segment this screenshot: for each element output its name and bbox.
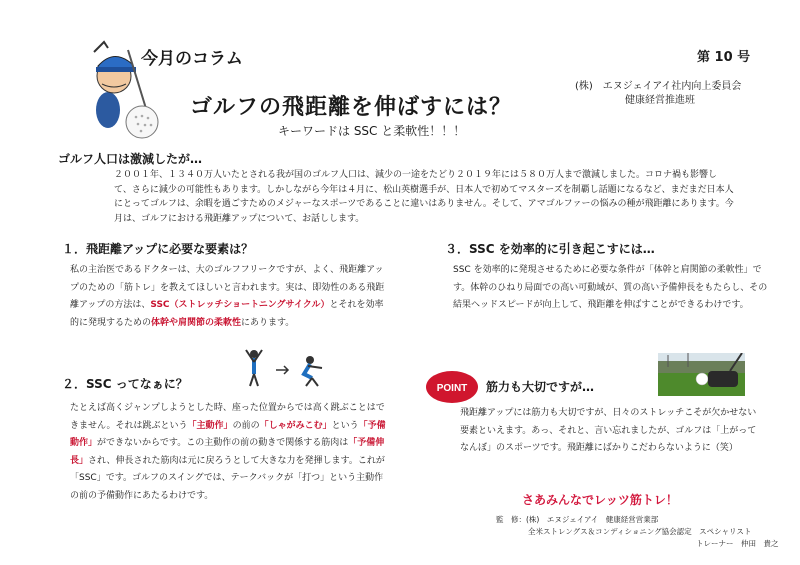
- golf-ball-photo: [658, 353, 745, 396]
- page-subtitle: キーワードは SSC と柔軟性！！！: [278, 124, 466, 138]
- page-title: ゴルフの飛距離を伸ばすには？: [190, 95, 513, 120]
- column-label: 今月のコラム: [141, 49, 243, 69]
- trainer-name: トレーナー 仲田 貴之: [696, 539, 779, 548]
- section1-heading: １．飛距離アップに必要な要素は？: [62, 242, 254, 256]
- section3-heading: ３．SSC を効率的に引き起こすには…: [445, 242, 655, 256]
- section2-heading: ２．SSC ってなぁに？: [62, 377, 188, 391]
- jump-motion-illustration: [240, 348, 330, 388]
- point-body: 飛距離アップには筋力も大切ですが、日々のストレッチこそが欠かせない要素といえます。あっ、それと、言い忘れましたが、ゴルフは「上がってなんぼ」のスポーツです。飛距離にばかりこだわらないように（笑）: [460, 408, 757, 453]
- point-badge: [425, 370, 479, 404]
- org-team: 健康経営推進班: [625, 95, 695, 106]
- ssc-highlight: SSC（ストレッチショートニングサイクル）: [150, 300, 330, 310]
- org-name: (株) エヌジェイアイ社内向上委員会: [575, 81, 742, 92]
- section2-body: たとえば高くジャンプしようとした時、座った位置からでは高く跳ぶことはできません。それは跳ぶという「主動作」の前の「しゃがみこむ」という「予備動作」ができないからです。この主動作の前の動きで関係する筋肉は「予備伸長」され、伸長された筋肉は元に戻ろうとして大きな力を発揮します。これが「SSC」です。ゴルフのスイングでは、テークバックが「打つ」という主動作の前の予備動作にあたるわけです。: [70, 403, 386, 501]
- flexibility-highlight: 体幹や肩関節の柔軟性: [151, 317, 242, 328]
- section3-body: SSC を効率的に発現させるために必要な条件が「体幹と肩関節の柔軟性」です。体幹のひねり局面での高い可動域が、質の高い予備伸長をもたらし、その結果ヘッドスピードが向上して、飛距離を伸ばすことができるわけです。: [453, 265, 768, 310]
- intro-heading: ゴルフ人口は激減したが…: [58, 152, 203, 166]
- point-heading: 筋力も大切ですが…: [486, 380, 595, 394]
- organization: [575, 80, 741, 108]
- certification: 全米ストレングス＆コンディショニング協会認定 スペシャリスト: [528, 527, 752, 536]
- intro-paragraph: ２００１年、１３４０万人いたとされる我が国のゴルフ人口は、減少の一途をたどり２０１９年には５８０万人まで激減しました。コロナ禍も影響して、さらに減少の可能性もあります。しかしながら今年は４月に、松山英樹選手が、日本人で初めてマスターズを制覇し話題になるなど、まだまだ日本人にとってゴルフは、余暇を過ごすためのメジャーなスポーツであることに違いはありません。そして、アマゴルファーの悩みの種が飛距離にあります。今月は、ゴルフにおける飛距離アップについて、お話しします。: [114, 170, 734, 224]
- main-action-highlight: 「主動作」: [187, 420, 233, 431]
- issue-number: 第 10 号: [697, 50, 751, 65]
- crouch-highlight: 「しゃがみこむ」: [259, 420, 332, 431]
- credits: [496, 514, 779, 550]
- preparatory-action-highlight: 「予備動作」: [70, 420, 386, 448]
- supervisor-label: 監 修：: [496, 515, 526, 524]
- supervisor-org: (株) エヌジェイアイ 健康経営営業部: [526, 515, 659, 524]
- pre-stretch-highlight: 「予備伸長」: [70, 438, 385, 466]
- cheer-slogan: さあみんなでレッツ筋トレ！: [522, 493, 678, 507]
- section1-body: 私の主治医であるドクターは、大のゴルフフリークですが、よく、飛距離アップのための「筋トレ」を教えてほしいと言われます。実は、即効性のある飛距離アップの方法は、SSC（ストレッチショートニングサイクル）とそれを効率的に発現するための体幹や肩関節の柔軟性にあります。: [70, 265, 385, 328]
- point-badge-text: POINT: [436, 383, 468, 394]
